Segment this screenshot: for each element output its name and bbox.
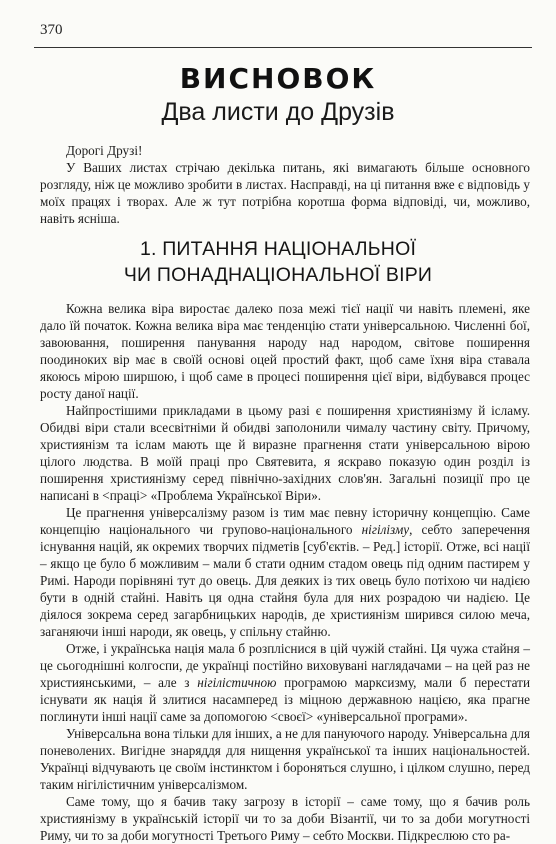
paragraph-4-part-1: Отже, і українська нація мала б розпліснися в цій чужій стайні. Ця чужа стайня – це сьогоднішні колгоспи, де українці постійно виховувані наглядачами – на цей раз не християнськими, – але з	[40, 641, 530, 690]
header-rule	[34, 47, 532, 48]
chapter-subtitle: Два листи до Друзів	[161, 98, 395, 126]
page-number: 370	[40, 22, 63, 38]
paragraph-3-emphasis: нігілізму	[361, 522, 410, 537]
paragraph-3-part-2: , себто заперечення існування націй, як окремих творчих підметів [суб'єктів. – Ред.] історії. Отже, всі нації – якщо це було б можливим – мали б стати одним стадом овець під одним пастирем у Римі. Народи порівняні тут до овець. Для деяких із тих овець було потіхою чи надією бути в одній стайні. Навіть ця одна стайня була для них розрадою чи надією. Це діялося зокрема серед загарбницьких народів, де християнізм ширився силою меча, заганяючи інші народи, як овець, у спільну стайню.	[40, 522, 530, 639]
paragraph-4	[40, 640, 530, 725]
paragraph-6: Саме тому, що я бачив таку загрозу в історії – саме тому, що я бачив роль християнізму в українській історії чи то за доби Візантії, чи то за доби могутності Риму, чи то за доби могутності Третього Риму – себто Москви. Підкреслюю сто ра-	[40, 794, 530, 843]
paragraph-5: Універсальна вона тільки для інших, а не для пануючого народу. Універсальна для поневолених. Вигідне знаряддя для нищення української та інших національностей. Українці відчувають це своїм інстинктом і бороняться слушно, і цілком слушно, перед таким нігілістичним універсалізмом.	[40, 726, 530, 792]
salutation: Дорогі Друзі!	[66, 143, 143, 158]
paragraph-4-part-2: програмою марксизму, мали б перестати існувати як нація й злитися насамперед із міцною державною нацією, яка прагне поглинути інші нації саме за допомогою <своєї> «універсальної програми».	[40, 675, 531, 724]
intro-block	[40, 142, 530, 227]
section-heading	[0, 236, 556, 288]
intro-paragraph: У Ваших листах стрічаю декілька питань, які вимагають більше основного розгляду, ніж це можливо зробити в листах. Насправді, на ці питання вже є відповідь у моїх працях і творах. Але ж тут потрібна коротша форма відповіді, чи, можливо, навіть ясніша.	[40, 160, 530, 226]
paragraph-2: Найпростішими прикладами в цьому разі є поширення християнізму й ісламу. Обидві віри стали всесвітніми й обидві заполонили чималу частину світу. Причому, християнізм та іслам мають ще й виразне прагнення стати універсальною вірою цілого людства. В моїй праці про Святевита, я яскраво показую один розділ із поширення християнізму серед північно-західних слов'ян. Загальні позиції про це написані в <праці> «Проблема Української Віри».	[40, 403, 530, 503]
section-heading-line-1: 1. ПИТАННЯ НАЦІОНАЛЬНОЇ	[139, 238, 417, 260]
paragraph-1: Кожна велика віра виростає далеко поза межі тієї нації чи навіть племені, яке дало їй початок. Кожна велика віра має тенденцію стати універсальною. Численні бої, завоювання, поширення панування народу над народом, світове поширення поодиноких вір має в своїй основі оцей простий факт, щоб саме їхня віра ставала якоюсь мірою ширшою, і щоб саме в процесі поширення цієї віри, відбувався процес росту даної нації.	[40, 301, 530, 401]
paragraph-3	[40, 504, 530, 640]
main-text	[40, 300, 530, 844]
section-heading-line-2: ЧИ ПОНАДНАЦІОНАЛЬНОЇ ВІРИ	[123, 264, 433, 286]
paragraph-4-emphasis: нігілістичною	[197, 675, 277, 690]
chapter-title: ВИСНОВОК	[179, 62, 377, 95]
paragraph-3-part-1: Це прагнення універсалізму разом із тим має певну історичну концепцію. Саме концепцію національного чи групово-національного	[40, 505, 530, 537]
